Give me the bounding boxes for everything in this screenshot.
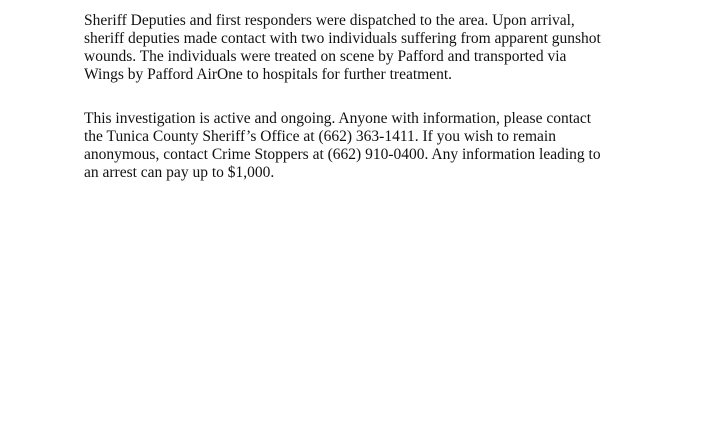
paragraph-line: Sheriff Deputies and first responders were dispatched to the area. Upon arrival,	[84, 12, 575, 29]
paragraph-line: wounds. The individuals were treated on scene by Pafford and transported via	[84, 48, 567, 65]
paragraph-line: an arrest can pay up to $1,000.	[84, 164, 275, 181]
paragraph-line: This investigation is active and ongoing. Anyone with information, please contact	[84, 110, 592, 127]
paragraph-incident-response	[84, 12, 674, 84]
paragraph-line: sheriff deputies made contact with two individuals suffering from apparent gunshot	[84, 30, 601, 47]
paragraph-line: the Tunica County Sheriff’s Office at (662) 363-1411. If you wish to remain	[84, 128, 556, 145]
paragraph-line: anonymous, contact Crime Stoppers at (662) 910-0400. Any information leading to	[84, 146, 601, 163]
paragraph-investigation-contact	[84, 110, 674, 182]
paragraph-line: Wings by Pafford AirOne to hospitals for further treatment.	[84, 66, 452, 83]
